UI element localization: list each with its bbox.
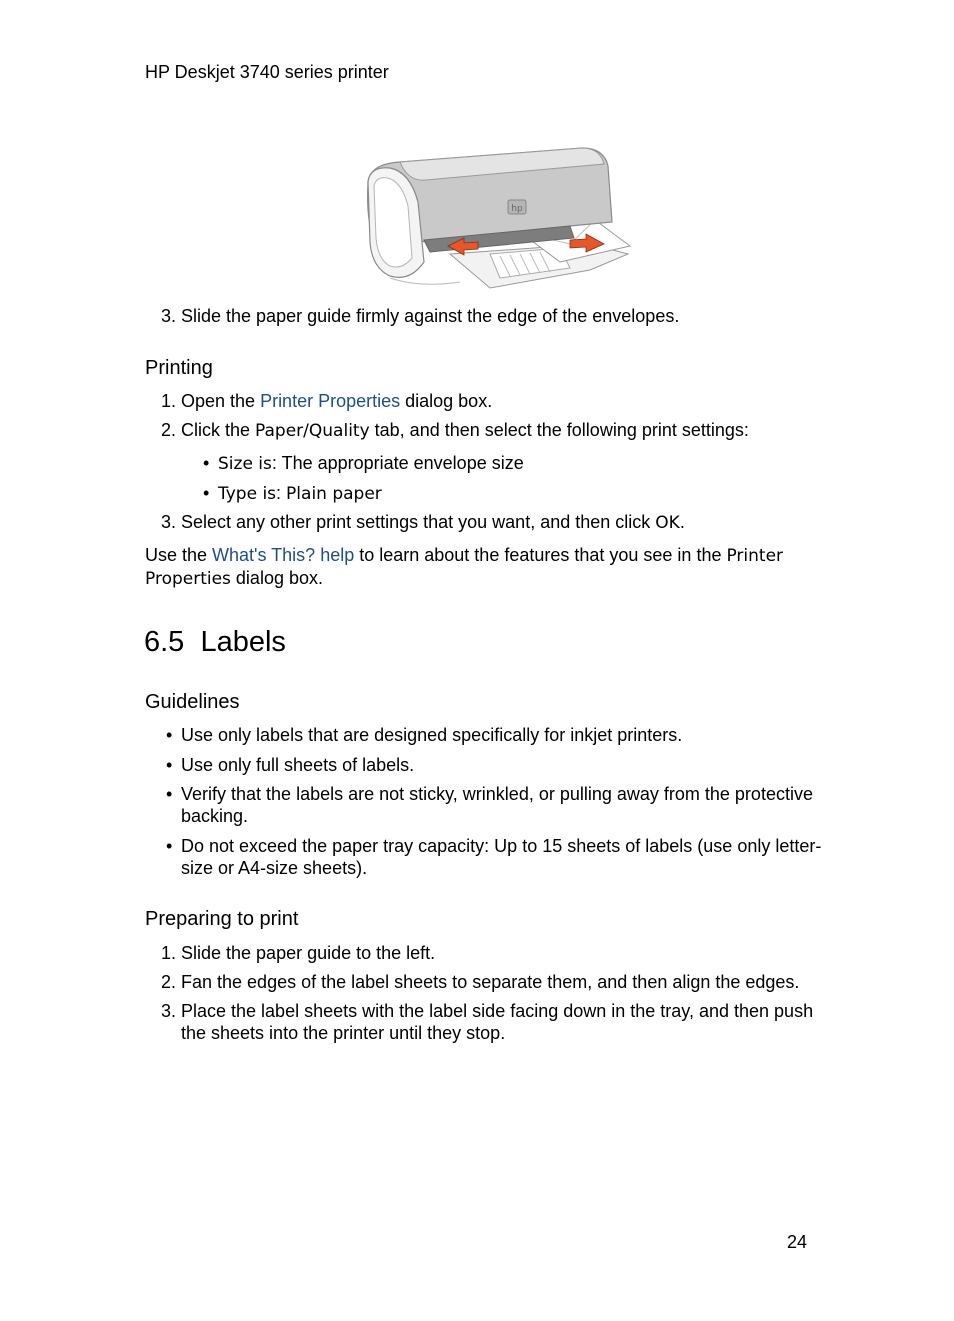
bullet-icon: • xyxy=(166,725,173,745)
step-text: Place the label sheets with the label side facing down in the tray, and then push xyxy=(181,1001,814,1021)
guideline-text: Verify that the labels are not sticky, wrinkled, or pulling away from the protective xyxy=(181,784,813,804)
section-heading xyxy=(144,626,286,659)
printer-properties-term: Printer xyxy=(726,546,784,566)
size-is-term: Size is xyxy=(218,454,272,474)
step-number: 3. xyxy=(160,306,176,326)
setting-type xyxy=(203,482,382,505)
printer-properties-link[interactable]: Printer Properties xyxy=(260,391,401,411)
guideline-text: size or A4-size sheets). xyxy=(181,858,368,878)
step-text: . xyxy=(679,512,685,532)
printing-step-3 xyxy=(160,511,685,534)
step-text: Slide the paper guide to the left. xyxy=(181,943,436,963)
printer-illustration xyxy=(360,142,632,290)
setting-text: : The appropriate envelope size xyxy=(271,453,524,473)
guideline-item xyxy=(166,835,822,879)
plain-paper-term: Plain paper xyxy=(286,484,382,504)
guideline-text: Use only labels that are designed specifically for inkjet printers. xyxy=(181,725,683,745)
envelope-step-3 xyxy=(160,305,680,327)
step-text: the sheets into the printer until they stop. xyxy=(181,1023,506,1043)
note-text: to learn about the features that you see in the xyxy=(354,545,727,565)
step-text: Click the xyxy=(181,420,256,440)
preparing-heading: Preparing to print xyxy=(145,908,299,930)
step-text: Select any other print settings that you want, and then click xyxy=(181,512,656,532)
note-text: Use the xyxy=(145,545,213,565)
step-number: 2. xyxy=(160,972,176,992)
setting-separator: : xyxy=(276,483,287,503)
bullet-icon: • xyxy=(203,453,210,473)
step-number: 1. xyxy=(160,391,176,411)
type-is-term: Type is xyxy=(218,484,277,504)
guideline-item xyxy=(166,754,415,776)
printing-heading: Printing xyxy=(145,357,213,379)
preparing-step-1 xyxy=(160,942,436,964)
ok-term: OK xyxy=(655,513,680,533)
page-number: 24 xyxy=(787,1232,808,1252)
note-text: dialog box. xyxy=(230,568,323,588)
guideline-text: backing. xyxy=(181,806,249,826)
printing-step-2 xyxy=(160,419,749,442)
step-number: 1. xyxy=(160,943,176,963)
guideline-text: Do not exceed the paper tray capacity: Up to 15 sheets of labels (use only letter- xyxy=(181,836,822,856)
svg-text:hp: hp xyxy=(511,204,523,214)
whats-this-note xyxy=(145,544,810,590)
step-number: 2. xyxy=(160,420,176,440)
setting-size xyxy=(203,452,524,475)
bullet-icon: • xyxy=(166,784,173,804)
bullet-icon: • xyxy=(203,483,210,503)
step-number: 3. xyxy=(160,1001,176,1021)
step-text: Fan the edges of the label sheets to separate them, and then align the edges. xyxy=(181,972,800,992)
step-number: 3. xyxy=(160,512,176,532)
section-number: 6.5 xyxy=(144,626,185,658)
preparing-step-3 xyxy=(160,1000,814,1044)
section-title: Labels xyxy=(200,626,286,658)
paper-quality-term: Paper/Quality xyxy=(255,421,370,441)
guideline-item xyxy=(166,783,813,827)
whats-this-help-link[interactable]: What's This? help xyxy=(212,545,355,565)
guideline-text: Use only full sheets of labels. xyxy=(181,755,415,775)
printer-properties-term-cont: Properties xyxy=(145,569,231,589)
guidelines-heading: Guidelines xyxy=(145,691,240,713)
guideline-item xyxy=(166,724,683,746)
printing-step-1 xyxy=(160,390,493,412)
step-text: dialog box. xyxy=(400,391,493,411)
running-header: HP Deskjet 3740 series printer xyxy=(145,62,389,82)
step-text: Open the xyxy=(181,391,261,411)
preparing-step-2 xyxy=(160,971,800,993)
step-text: tab, and then select the following print settings: xyxy=(369,420,749,440)
bullet-icon: • xyxy=(166,755,173,775)
bullet-icon: • xyxy=(166,836,173,856)
step-text: Slide the paper guide firmly against the edge of the envelopes. xyxy=(181,306,680,326)
